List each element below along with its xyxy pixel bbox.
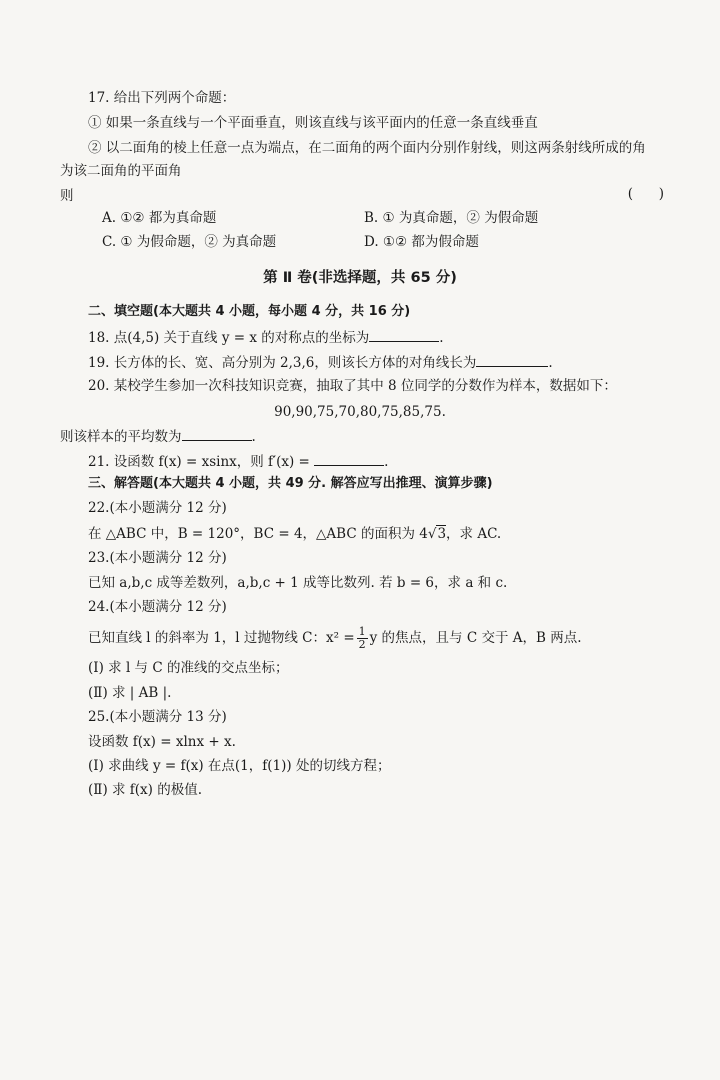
q17-option-c: C. ① 为假命题，② 为真命题 [102,234,277,250]
q24-head: 24.(本小题满分 12 分) [88,599,227,615]
fraction [357,626,368,651]
q25-part-1: (Ⅰ) 求曲线 y = f(x) 在点(1，f(1)) 处的切线方程； [88,758,391,774]
q25-head: 25.(本小题满分 13 分) [88,709,227,725]
q24-part-1: (Ⅰ) 求 l 与 C 的准线的交点坐标； [88,660,289,676]
answer-blank [182,426,252,441]
fraction-denominator: 2 [358,638,366,651]
q18-end: . [439,330,444,346]
q24-body [88,624,582,652]
q20-ask-text: 则该样本的平均数为 [60,429,182,445]
q17-stem: 17. 给出下列两个命题： [88,90,236,106]
sqrt-radicand: 3 [437,526,447,542]
q17-option-d: D. ①② 都为假命题 [364,234,479,250]
q23-head: 23.(本小题满分 12 分) [88,550,227,566]
q20-end: . [251,429,256,445]
q19-text: 19. 长方体的长、宽、高分别为 2,3,6，则该长方体的对角线长为 [88,355,477,371]
section-fill-in-heading: 二、填空题(本大题共 4 小题，每小题 4 分，共 16 分) [88,304,411,319]
answer-blank [314,451,384,466]
q21-end: . [384,454,389,470]
q20-text: 20. 某校学生参加一次科技知识竞赛，抽取了其中 8 位同学的分数作为样本，数据如下： [88,378,617,394]
part2-title: 第 Ⅱ 卷(非选择题，共 65 分) [263,270,457,286]
q24-part-2: (Ⅱ) 求 | AB |. [88,685,172,701]
answer-blank [369,327,439,342]
q22-head: 22.(本小题满分 12 分) [88,500,227,516]
q25-body: 设函数 f(x) = xlnx + x. [88,734,236,750]
q21-text: 21. 设函数 f(x) = xsinx，则 f′(x) = [88,454,310,470]
section-solution-heading: 三、解答题(本大题共 4 小题，共 49 分. 解答应写出推理、演算步骤) [88,476,493,491]
q19-end: . [548,355,553,371]
q23-body: 已知 a,b,c 成等差数列，a,b,c + 1 成等比数列. 若 b = 6，求 a 和 c. [88,575,508,591]
answer-blank [476,352,548,367]
q22-body: 在 △ABC 中，B = 120°，BC = 4，△ABC 的面积为 4√3，求 AC. [88,526,502,542]
q18 [88,327,444,348]
q17-option-a: A. ①② 都为真命题 [102,210,217,226]
answer-paren: ( ) [627,186,664,202]
q17-then: 则 [60,188,74,204]
q22-body-b: ，求 AC. [446,526,502,542]
q19 [88,352,553,373]
q20-data: 90,90,75,70,80,75,85,75. [274,404,446,420]
q17-option-b: B. ① 为真命题，② 为假命题 [364,210,539,226]
q22-body-a: 在 △ABC 中，B = 120°，BC = 4，△ABC 的面积为 4 [88,526,428,542]
q24-body-b: y 的焦点，且与 C 交于 A，B 两点. [369,630,582,646]
q25-part-2: (Ⅱ) 求 f(x) 的极值. [88,782,203,798]
q18-text: 18. 点(4,5) 关于直线 y = x 的对称点的坐标为 [88,330,370,346]
fraction-numerator: 1 [358,625,366,638]
q17-proposition-2: ② 以二面角的棱上任意一点为端点，在二面角的两个面内分别作射线，则这两条射线所成的角 [88,140,646,156]
q24-body-a: 已知直线 l 的斜率为 1，l 过抛物线 C：x² = [88,630,355,646]
q17-proposition-1: ① 如果一条直线与一个平面垂直，则该直线与该平面内的任意一条直线垂直 [88,115,538,131]
q17-proposition-2-cont: 为该二面角的平面角 [60,163,182,179]
q20-ask [60,426,256,447]
q21 [88,451,388,472]
